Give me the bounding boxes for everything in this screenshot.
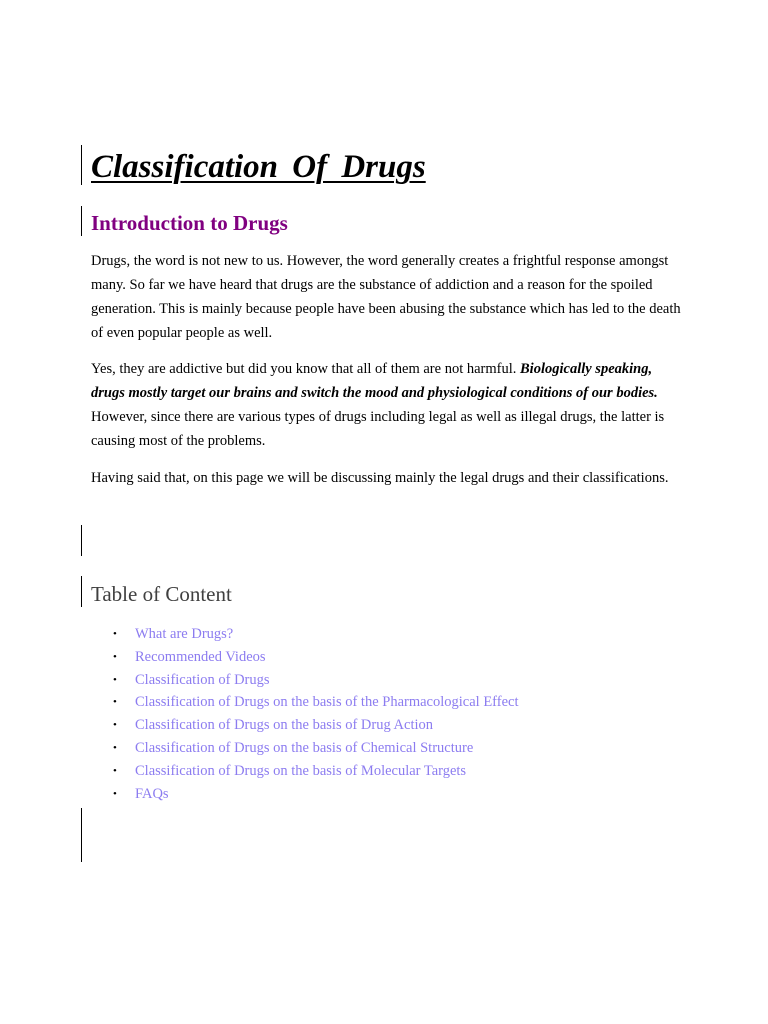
page-title: Classification Of Drugs xyxy=(91,149,426,185)
toc-item xyxy=(91,760,518,783)
intro-paragraph-1: Drugs, the word is not new to us. However, the word generally creates a frightful response amongst many. So far we have heard that drugs are the substance of addiction and a reason for the spoiled generation. This is mainly because people have been abusing the substance which has led to the death of even popular people as well. xyxy=(91,253,681,341)
toc-link-faqs[interactable]: FAQs xyxy=(135,785,169,802)
toc-item xyxy=(91,669,518,692)
intro-paragraph-3: Having said that, on this page we will be discussing mainly the legal drugs and their classifications. xyxy=(91,470,669,486)
toc-link-recommended-videos[interactable]: Recommended Videos xyxy=(135,648,266,665)
paragraph-2-emphasis: Biologically speaking, drugs mostly target our brains and switch the mood and physiological conditions of our bodies. xyxy=(91,361,658,401)
paragraph-2-end: However, since there are various types of drugs including legal as well as illegal drugs, the latter is causing most of the problems. xyxy=(91,409,665,449)
margin-bar xyxy=(81,206,82,236)
bullet-icon: • xyxy=(113,650,117,663)
toc-item xyxy=(91,737,518,760)
toc-item xyxy=(91,783,518,806)
margin-bar xyxy=(81,808,82,862)
margin-bar xyxy=(81,525,82,556)
table-of-contents xyxy=(91,623,518,805)
toc-item xyxy=(91,691,518,714)
toc-item xyxy=(91,646,518,669)
toc-item xyxy=(91,714,518,737)
toc-link-drug-action[interactable]: Classification of Drugs on the basis of Drug Action xyxy=(135,717,434,734)
toc-link-chemical-structure[interactable]: Classification of Drugs on the basis of Chemical Structure xyxy=(135,739,474,756)
toc-link-classification[interactable]: Classification of Drugs xyxy=(135,671,270,688)
bullet-icon: • xyxy=(113,696,117,709)
bullet-icon: • xyxy=(113,741,117,754)
margin-bar xyxy=(81,145,82,185)
bullet-icon: • xyxy=(113,787,117,800)
margin-bar xyxy=(81,576,82,607)
intro-heading: Introduction to Drugs xyxy=(91,211,288,235)
bullet-icon: • xyxy=(113,673,117,686)
bullet-icon: • xyxy=(113,628,117,640)
intro-paragraph-2 xyxy=(91,357,683,453)
toc-link-molecular-targets[interactable]: Classification of Drugs on the basis of Molecular Targets xyxy=(135,762,467,779)
paragraph-2-start: Yes, they are addictive but did you know that all of them are not harmful. xyxy=(91,361,520,377)
toc-heading: Table of Content xyxy=(91,582,232,606)
toc-item xyxy=(91,623,518,646)
toc-link-what-are-drugs[interactable]: What are Drugs? xyxy=(135,626,234,642)
bullet-icon: • xyxy=(113,764,117,777)
bullet-icon: • xyxy=(113,719,117,732)
toc-link-pharmacological-effect[interactable]: Classification of Drugs on the basis of the Pharmacological Effect xyxy=(135,694,519,711)
